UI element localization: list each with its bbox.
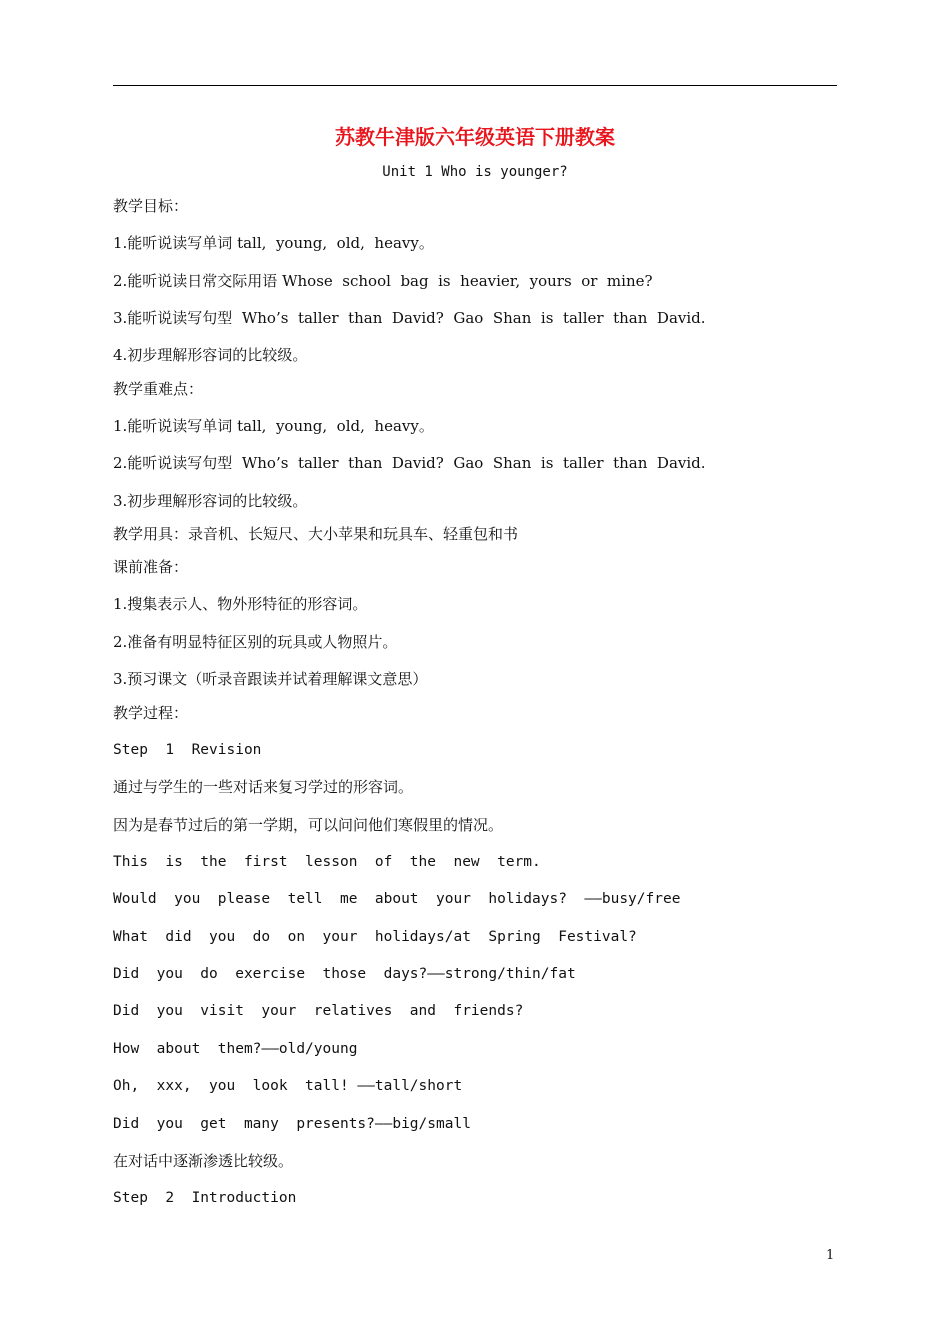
document-title: 苏教牛津版六年级英语下册教案: [335, 125, 615, 149]
body-line: 3.初步理解形容词的比较级。: [113, 492, 308, 510]
body-line: 1.搜集表示人、物外形特征的形容词。: [113, 595, 368, 613]
body-line: What did you do on your holidays/at Spring Festival?: [113, 929, 637, 945]
body-line: 教学重难点：: [113, 380, 204, 398]
body-line: Did you visit your relatives and friends?: [113, 1003, 524, 1019]
body-line: Step 1 Revision: [113, 742, 262, 758]
body-line: Oh, xxx, you look tall! ——tall/short: [113, 1078, 463, 1094]
header-rule: [113, 85, 837, 86]
body-line: 2.准备有明显特征区别的玩具或人物照片。: [113, 633, 398, 651]
body-line: How about them?——old/young: [113, 1041, 358, 1057]
body-line: Did you get many presents?——big/small: [113, 1116, 471, 1132]
body-line: Step 2 Introduction: [113, 1190, 297, 1206]
body-line: 3.预习课文（听录音跟读并试着理解课文意思）: [113, 670, 428, 688]
body-line: 教学用具：录音机、长短尺、大小苹果和玩具车、轻重包和书: [113, 525, 519, 543]
body-line: 3.能听说读写句型 Who’s taller than David? Gao Shan is taller than David.: [113, 309, 706, 327]
body-line: This is the first lesson of the new term.: [113, 854, 541, 870]
body-line: 在对话中逐渐渗透比较级。: [113, 1152, 294, 1170]
body-line: 教学过程：: [113, 704, 189, 722]
body-line: 2.能听说读日常交际用语 Whose school bag is heavier, yours or mine?: [113, 272, 653, 290]
body-line: 课前准备：: [113, 558, 189, 576]
page-number: 1: [826, 1248, 835, 1263]
body-line: 教学目标：: [113, 197, 189, 215]
body-line: 因为是春节过后的第一学期，可以问问他们寒假里的情况。: [113, 816, 504, 834]
document-subtitle: Unit 1 Who is younger?: [382, 164, 568, 180]
body-line: Did you do exercise those days?——strong/thin/fat: [113, 966, 576, 982]
body-line: 通过与学生的一些对话来复习学过的形容词。: [113, 778, 414, 796]
body-line: 2.能听说读写句型 Who’s taller than David? Gao Shan is taller than David.: [113, 454, 706, 472]
body-line: 4.初步理解形容词的比较级。: [113, 346, 308, 364]
body-line: Would you please tell me about your holidays? ——busy/free: [113, 891, 681, 907]
body-line: 1.能听说读写单词 tall, young, old, heavy。: [113, 417, 434, 435]
body-line: 1.能听说读写单词 tall, young, old, heavy。: [113, 234, 434, 252]
